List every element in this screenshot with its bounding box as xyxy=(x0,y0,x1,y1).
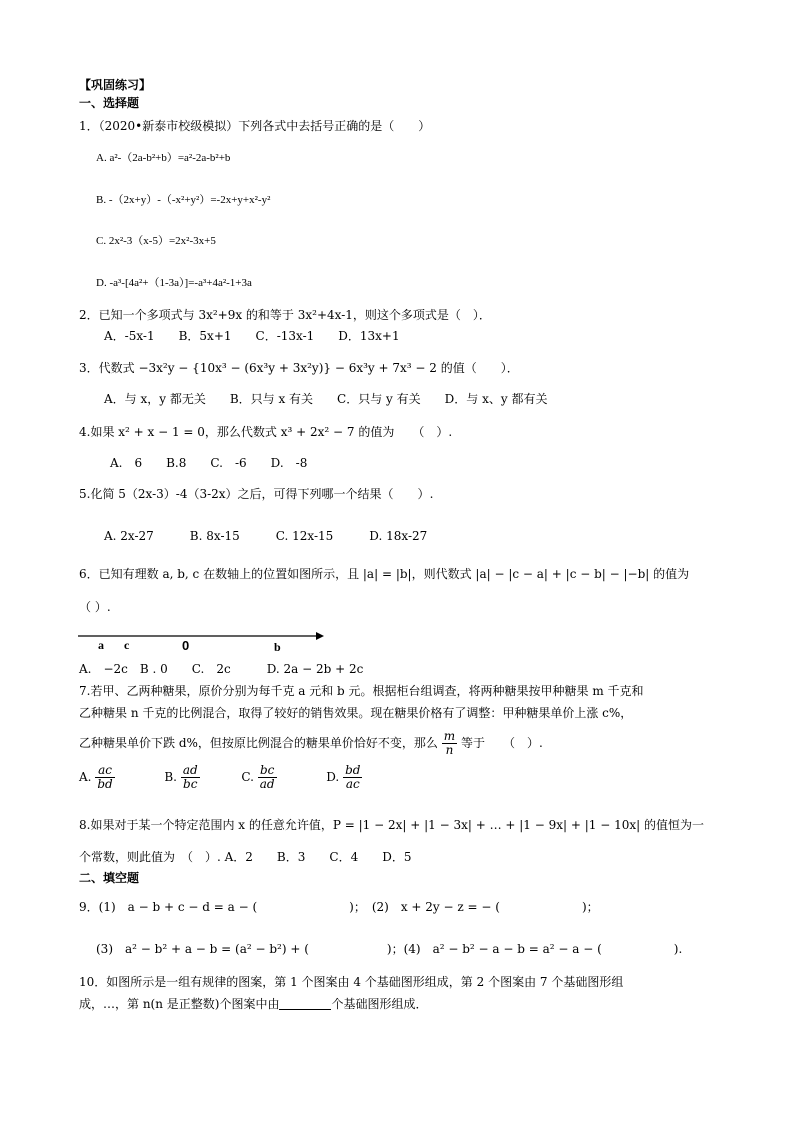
q7-line-3-text: 乙种糖果单价下跌 d%，但按原比例混合的糖果单价恰好不变，那么 xyxy=(79,736,438,751)
q4-stem: 4.如果 x² + x − 1 = 0，那么代数式 x³ + 2x² − 7 的值为 （ ）. xyxy=(79,425,453,439)
q3-options: A．与 x，y 都无关 B．只与 x 有关 C．只与 y 有关 D．与 x、y 都有关 xyxy=(104,392,548,406)
q7-opt-c-den: ad xyxy=(259,777,275,792)
q7-opt-a-frac xyxy=(95,764,114,791)
q1-option-d: D. -a³-[4a²+（1-3a）]=-a³+4a²-1+3a xyxy=(96,277,252,289)
q7-opt-c-frac xyxy=(258,764,277,791)
q1-option-b: B. -（2x+y）-（-x²+y²）=-2x+y+x²-y² xyxy=(96,194,271,206)
q9-part-4-end: ). xyxy=(673,942,683,956)
q7-frac-den: n xyxy=(445,743,454,758)
q6-stem-tail: （ ）. xyxy=(79,600,111,614)
q1-stem: 1．（2020•新泰市校级模拟）下列各式中去括号正确的是（ ） xyxy=(79,119,431,133)
q5-stem: 5.化简 5（2x-3）-4（3-2x）之后，可得下列哪一个结果（ ）. xyxy=(79,487,434,501)
q7-options xyxy=(79,764,362,791)
section-fill-title: 二、填空题 xyxy=(79,871,140,885)
section-choice-title: 一、选择题 xyxy=(79,96,140,110)
q10-line-2-end: 个基础图形组成． xyxy=(331,997,428,1011)
q7-opt-d-den: ac xyxy=(345,777,360,792)
q10-answer-blank[interactable] xyxy=(279,997,331,1010)
axis-label-zero: 0 xyxy=(182,638,190,653)
q7-opt-b-frac xyxy=(181,764,200,791)
q7-opt-a-num: ac xyxy=(95,764,114,778)
q10-line-2-start: 成，…，第 n(n 是正整数)个图案中由 xyxy=(79,997,280,1011)
q6-stem: 6．已知有理数 a, b, c 在数轴上的位置如图所示，且 |a| = |b|，则代数式 |a| − |c − a| + |c − b| − |−b| 的值为 xyxy=(79,567,690,581)
q7-opt-a-label: A. xyxy=(79,770,92,785)
axis-label-c: c xyxy=(124,638,130,652)
q8-line-1: 8.如果对于某一个特定范围内 x 的任意允许值，P = |1 − 2x| + |1 − 3x| + … + |1 − 9x| + |1 − 10x| 的值恒为一 xyxy=(79,818,705,832)
q7-opt-d-label: D. xyxy=(326,770,340,785)
q7-opt-d-frac xyxy=(343,764,362,791)
q8-line-2: 个常数，则此值为 （ ）. A．2 B．3 C．4 D．5 xyxy=(79,850,412,864)
q7-opt-c-label: C. xyxy=(241,770,254,785)
q7-line-3 xyxy=(79,730,543,757)
axis-label-a: a xyxy=(98,638,104,652)
q7-opt-c-num: bc xyxy=(258,764,277,778)
exercise-header: 【巩固练习】 xyxy=(79,78,152,92)
q9-part-2: )； (2) x + 2y − z = − ( xyxy=(349,900,500,914)
q9-line-1 xyxy=(79,899,599,915)
q9-part-3: (3) a² − b² + a − b = (a² − b²) + ( xyxy=(96,942,309,956)
q7-opt-b-num: ad xyxy=(182,763,198,777)
q9-line-2 xyxy=(96,941,682,957)
q7-line-2: 乙种糖果 n 千克的比例混合，取得了较好的销售效果。现在糖果价格有了调整：甲种糖果单价上涨 c%， xyxy=(79,706,633,720)
q5-options: A. 2x-27 B. 8x-15 C. 12x-15 D. 18x-27 xyxy=(104,529,428,543)
number-line-arrow-icon xyxy=(316,632,324,640)
q2-options: A．-5x-1 B．5x+1 C．-13x-1 D．13x+1 xyxy=(104,329,400,343)
q7-opt-b-den: bc xyxy=(183,777,198,792)
number-line-figure xyxy=(78,628,328,658)
q7-opt-b-label: B. xyxy=(164,770,177,785)
q7-fraction-m-over-n xyxy=(442,730,457,757)
q7-line-1: 7.若甲、乙两种糖果，原价分别为每千克 a 元和 b 元。根据柜台组调查，将两种糖果按甲种糖果 m 千克和 xyxy=(79,684,644,698)
q9-part-2-end: )； xyxy=(581,900,599,914)
q3-stem: 3．代数式 −3x²y − {10x³ − (6x³y + 3x²y)} − 6x³y + 7x³ − 2 的值（ ）． xyxy=(79,361,519,375)
q10-line-2 xyxy=(79,996,427,1012)
q2-stem: 2．已知一个多项式与 3x²+9x 的和等于 3x²+4x-1，则这个多项式是（ ）． xyxy=(79,308,491,322)
q9-part-4: )；(4) a² − b² − a − b = a² − a − ( xyxy=(386,942,602,956)
q9-part-1: 9．(1) a − b + c − d = a − ( xyxy=(79,900,258,914)
q10-line-1: 10．如图所示是一组有规律的图案，第 1 个图案由 4 个基础图形组成，第 2 个图案由 7 个基础图形组 xyxy=(79,975,624,989)
q7-opt-a-den: bd xyxy=(97,777,113,792)
q4-options: A. 6 B.8 C. -6 D. -8 xyxy=(110,456,308,470)
q7-frac-num: m xyxy=(443,729,456,743)
q6-options: A. −2c B . 0 C. 2c D. 2a − 2b + 2c xyxy=(79,662,364,676)
q7-line-3-end: 等于 （ ）. xyxy=(460,736,543,751)
q1-option-a: A. a²-（2a-b²+b）=a²-2a-b²+b xyxy=(96,152,231,164)
q7-opt-d-num: bd xyxy=(345,763,361,777)
axis-label-b: b xyxy=(274,640,281,654)
q1-option-c: C. 2x²-3（x-5）=2x²-3x+5 xyxy=(96,235,216,247)
